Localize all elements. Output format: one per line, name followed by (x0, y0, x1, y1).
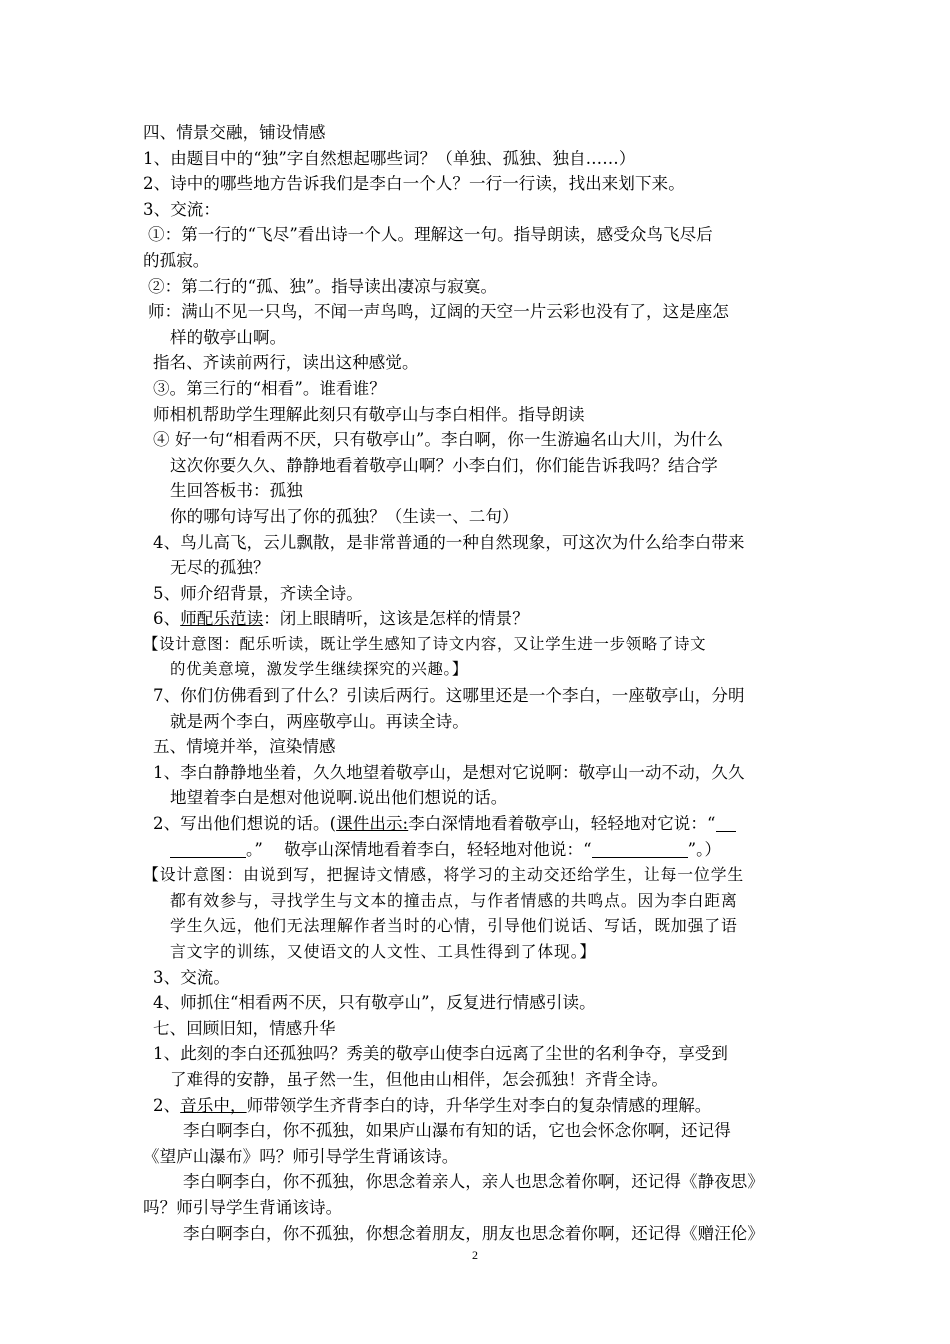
line-rest: ：闭上眼睛听，这该是怎样的情景？ (263, 609, 529, 629)
text-line: 《望庐山瀑布》吗？师引导学生背诵该诗。 (143, 1146, 459, 1166)
text-line: 无尽的孤独？ (170, 558, 270, 578)
text-line: 4、鸟儿高飞，云儿飘散，是非常普通的一种自然现象，可这次为什么给李白带来 (153, 532, 745, 552)
design-intent-line: 言文字的训练，又使语文的人文性、工具性得到了体现。】 (170, 942, 597, 961)
text-line: 李白啊李白，你不孤独，你想念着朋友，朋友也思念着你啊，还记得《赠汪伦》 (183, 1223, 764, 1243)
text-line (143, 811, 811, 837)
text-line: 李白啊李白，你不孤独，如果庐山瀑布有知的话，它也会怀念你啊，还记得 (183, 1121, 731, 1141)
design-intent-line: 【设计意图：配乐听读，既让学生感知了诗文内容，又让学生进一步领略了诗文 (143, 634, 707, 653)
text-line: 5、师介绍背景，齐读全诗。 (153, 583, 363, 603)
text-line: ①：第一行的“飞尽”看出诗一个人。理解这一句。指导朗读，感受众鸟飞尽后 (148, 225, 713, 245)
underlined-text: 课件出示: (336, 814, 409, 834)
text-line: 7、你们仿佛看到了什么？引读后两行。这哪里还是一个李白，一座敬亭山，分明 (153, 686, 745, 706)
text-line: 2、诗中的哪些地方告诉我们是李白一个人？一行一行读，找出来划下来。 (143, 174, 685, 194)
fill-blank (170, 839, 246, 858)
text-line: 指名、齐读前两行，读出这种感觉。 (153, 353, 419, 373)
line-prefix: 2、 (153, 1095, 181, 1115)
text-line: 4、师抓住“相看两不厌，只有敬亭山”，反复进行情感引读。 (153, 993, 596, 1013)
text-line (143, 837, 811, 863)
text-line: 了难得的安静，虽孑然一生，但他由山相伴，怎会孤独！齐背全诗。 (170, 1069, 668, 1089)
text-line: 的孤寂。 (143, 250, 210, 270)
line-prefix: 6、 (153, 609, 181, 629)
text-line: 就是两个李白，两座敬亭山。再读全诗。 (170, 711, 469, 731)
text-line: 吗？师引导学生背诵该诗。 (143, 1197, 343, 1217)
text-line: 样的敬亭山啊。 (170, 327, 287, 347)
text-line: ④ 好一句“相看两不厌，只有敬亭山”。李白啊，你一生游遍名山大川，为什么 (153, 430, 724, 450)
text-line: 3、交流。 (153, 967, 230, 987)
section-heading: 四、情景交融，铺设情感 (143, 123, 326, 142)
text-line: 师：满山不见一只鸟，不闻一声鸟鸣，辽阔的天空一片云彩也没有了，这是座怎 (148, 302, 729, 322)
text-line: 生回答板书：孤独 (170, 481, 303, 501)
fill-blank (592, 839, 688, 858)
text-line: 3、交流： (143, 199, 220, 219)
page-number: 2 (472, 1248, 478, 1262)
underlined-text: 音乐中， (180, 1095, 247, 1115)
text-line: 地望着李白是想对他说啊.说出他们想说的话。 (170, 788, 508, 808)
design-intent-line: 【设计意图：由说到写，把握诗文情感，将学习的主动交还给学生，让每一位学生 (143, 865, 745, 885)
text-line: 1、李白静静地坐着，久久地望着敬亭山，是想对它说啊：敬亭山一动不动，久久 (153, 762, 745, 782)
text-line: 你的哪句诗写出了你的孤独？（生读一、二句） (170, 506, 519, 526)
text-line: 李白啊李白，你不孤独，你思念着亲人，亲人也思念着你啊，还记得《静夜思》 (183, 1172, 764, 1192)
text-line: 这次你要久久、静静地看着敬亭山啊？小李白们，你们能告诉我吗？结合学 (170, 455, 718, 475)
document-body (143, 120, 811, 1246)
text-line (143, 606, 811, 632)
underlined-text: 师配乐范读 (180, 609, 264, 629)
design-intent-line: 的优美意境，激发学生继续探究的兴趣。】 (170, 660, 469, 679)
text-line: ②：第二行的“孤、独”。指导读出凄凉与寂寞。 (148, 276, 498, 296)
line-rest: ”。） (687, 839, 722, 859)
line-rest: 师带领学生齐背李白的诗，升华学生对李白的复杂情感的理解。 (246, 1095, 712, 1115)
fill-blank (716, 813, 736, 832)
text-line: 师相机帮助学生理解此刻只有敬亭山与李白相伴。指导朗读 (153, 404, 585, 424)
text-line: 1、此刻的李白还孤独吗？秀美的敬亭山使李白远离了尘世的名利争夺，享受到 (153, 1044, 728, 1064)
text-line: 1、由题目中的“独”字自然想起哪些词？（单独、孤独、独自……） (143, 148, 636, 168)
line-prefix: 2、写出他们想说的话。( (153, 814, 337, 834)
section-heading: 七、回顾旧知，情感升华 (153, 1018, 336, 1038)
text-line (143, 1093, 811, 1119)
design-intent-line: 学生久远，他们无法理解作者当时的心情，引导他们说话、写话，既加强了语 (170, 916, 738, 936)
section-heading: 五、情境并举，渲染情感 (153, 737, 336, 757)
line-rest: 。” 敬亭山深情地看着李白，轻轻地对他说：“ (246, 839, 592, 859)
design-intent-line: 都有效参与，寻找学生与文本的撞击点，与作者情感的共鸣点。因为李白距离 (170, 890, 738, 910)
text-line: ③。第三行的“相看”。谁看谁？ (153, 378, 386, 398)
line-rest: 李白深情地看着敬亭山，轻轻地对它说：“ (408, 814, 716, 834)
